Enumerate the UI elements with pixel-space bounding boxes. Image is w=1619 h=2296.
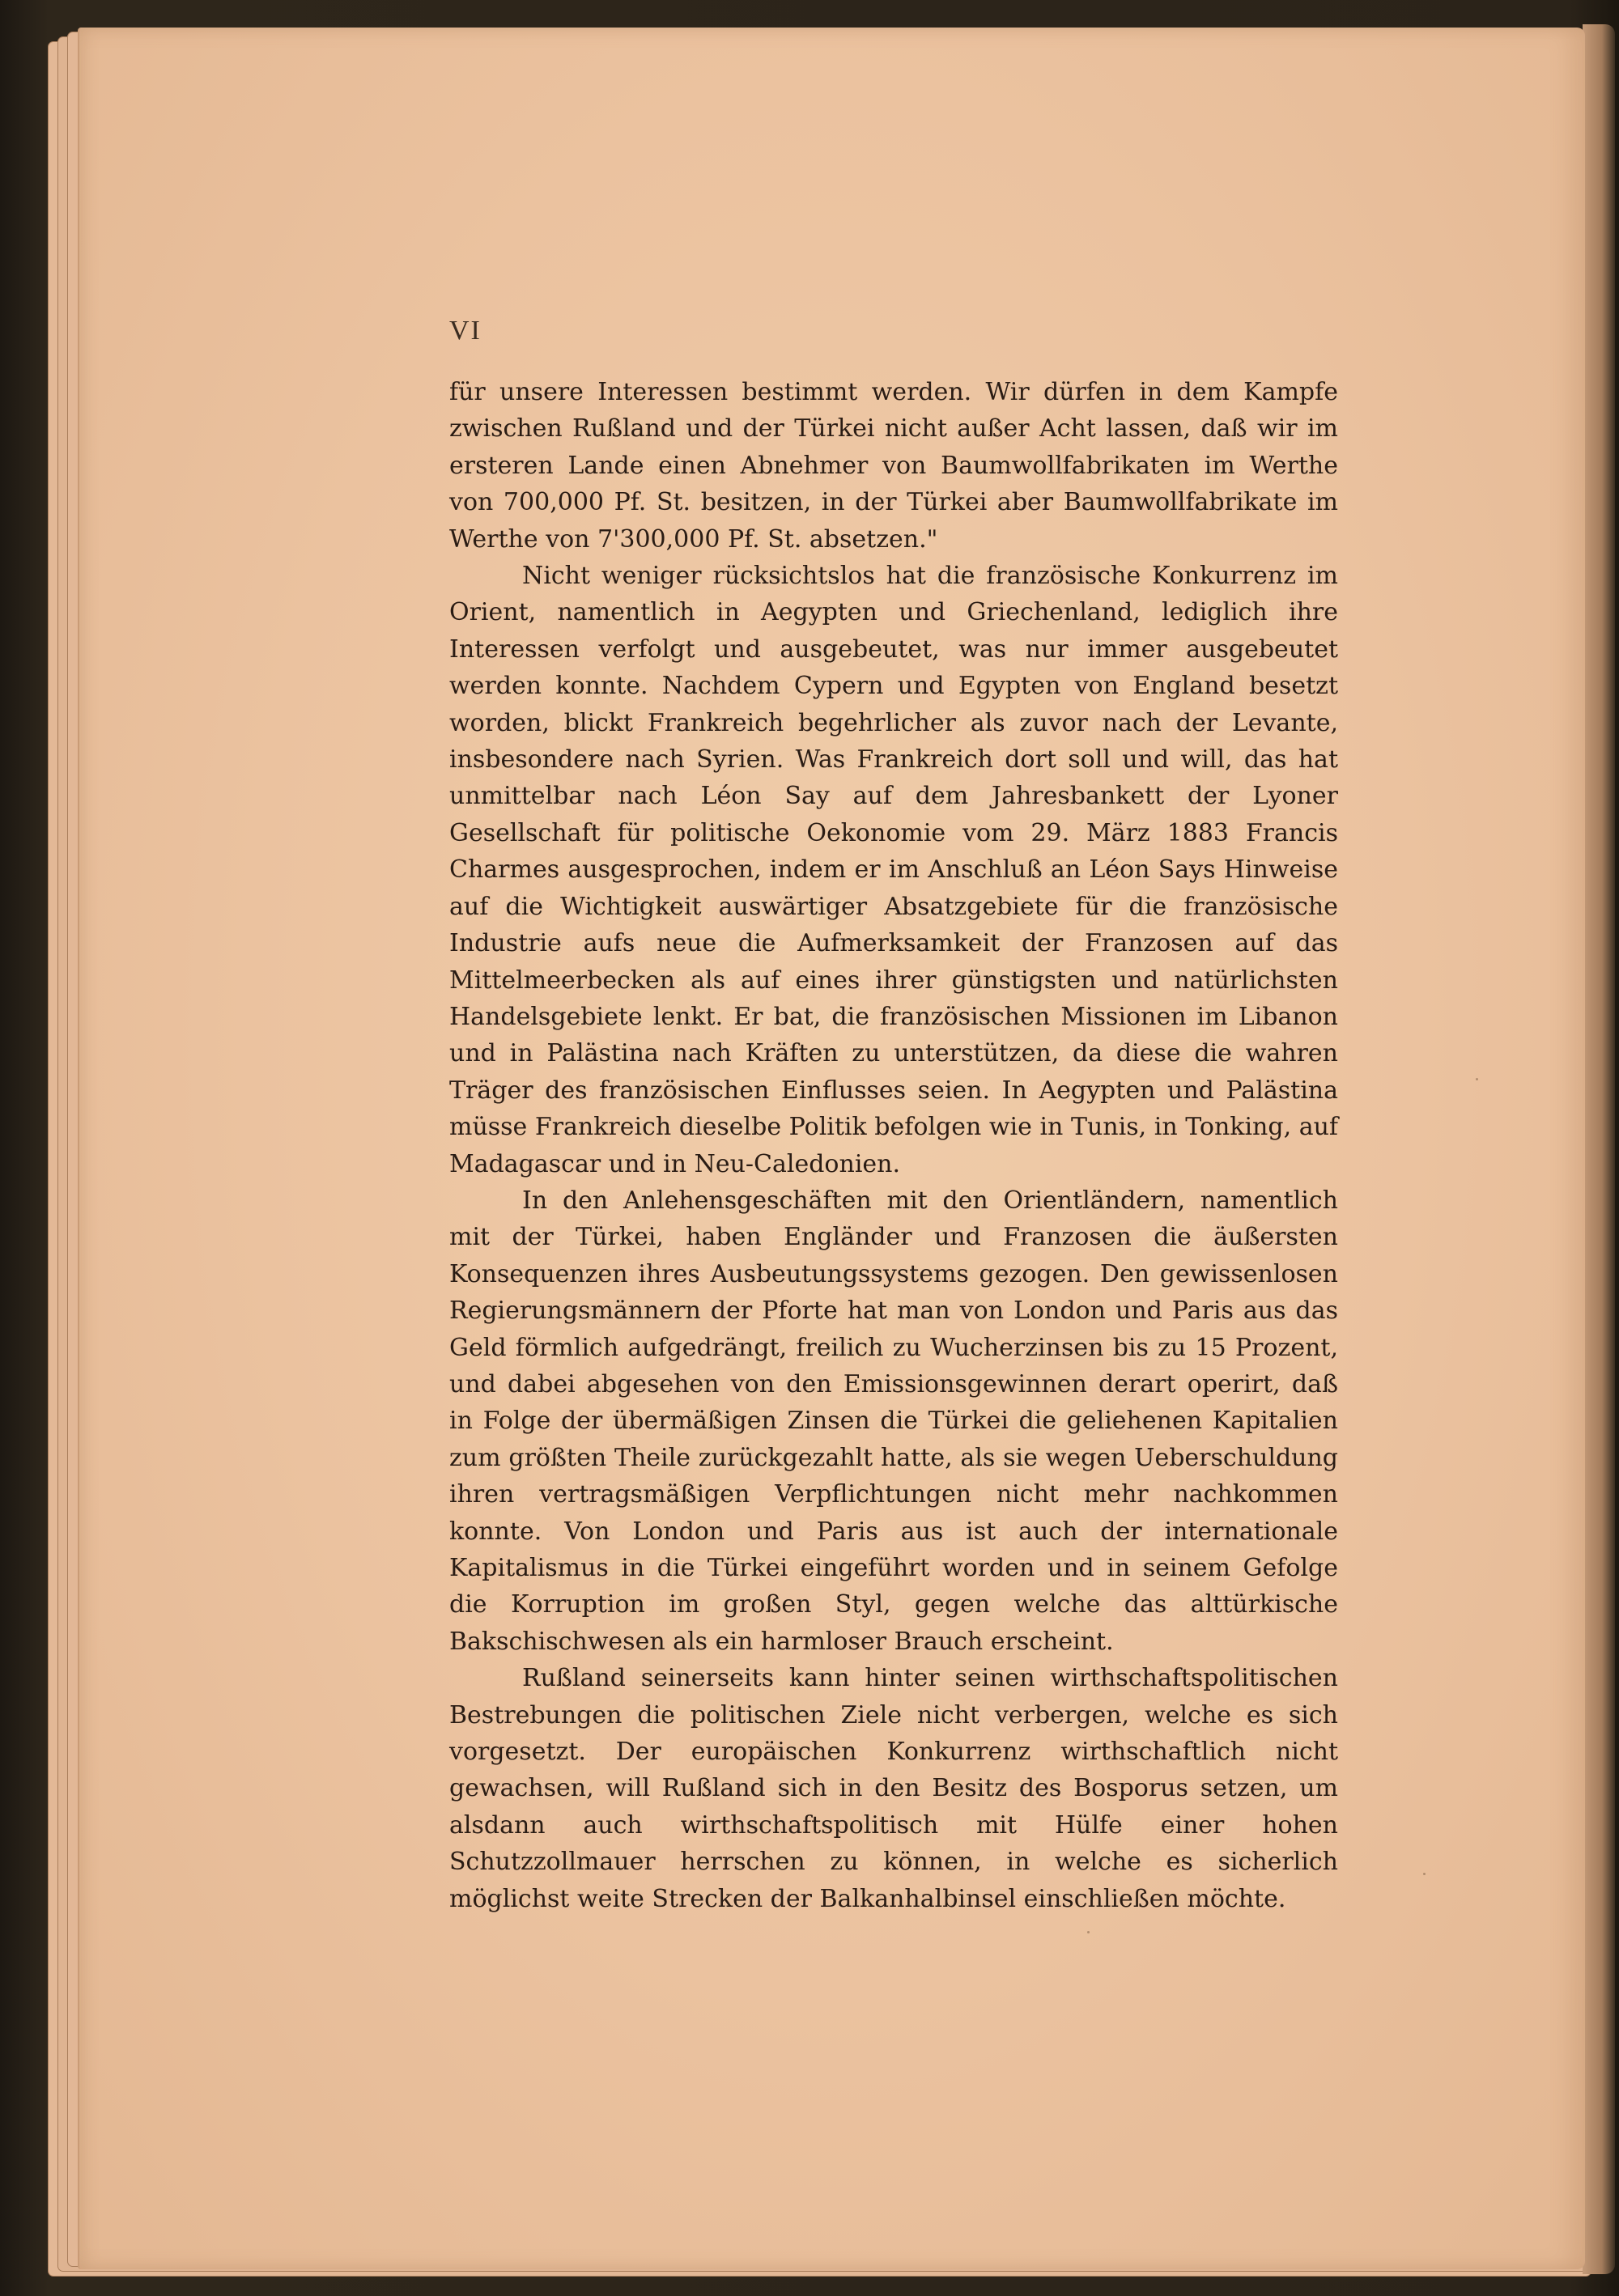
- paragraph: Rußland seinerseits kann hinter seinen wirthschaftspolitischen Bestrebungen die politischen Ziele nicht verbergen, welche es sich vorgesetzt. Der europäischen Konkurrenz wirthschaftlich nicht gewachsen, will Rußland sich in den Besitz des Bosporus setzen, um alsdann auch wirthschaftspolitisch mit Hülfe einer hohen Schutzzollmauer herrschen zu können, in welche es sicherlich möglichst weite Strecken der Balkanhalbinsel einschließen möchte.: [449, 1664, 1338, 1913]
- paper-speck: [1476, 1078, 1478, 1080]
- book-spine: [1583, 24, 1615, 2274]
- paragraph: In den Anlehensgeschäften mit den Orientländern, namentlich mit der Türkei, haben Engländer und Franzosen die äußersten Konsequenzen ihres Ausbeutungssystems gezogen. Den gewissenlosen Regierungsmännern der Pforte hat man von London und Paris aus das Geld förmlich aufgedrängt, freilich zu Wucherzinsen bis zu 15 Prozent, und dabei abgesehen von den Emissionsgewinnen derart operirt, daß in Folge der übermäßigen Zinsen die Türkei die geliehenen Kapitalien zum größten Theile zurückgezahlt hatte, als sie wegen Ueberschuldung ihren vertragsmäßigen Verpflichtungen nicht mehr nachkommen konnte. Von London und Paris aus ist auch der internationale Kapitalismus in die Türkei eingeführt worden und in seinem Gefolge die Korruption im großen Styl, gegen welche das alttürkische Bakschischwesen als ein harmloser Brauch erscheint.: [449, 1186, 1338, 1656]
- paper-speck: [1423, 1873, 1426, 1875]
- page-number: VI: [449, 316, 482, 346]
- paragraph: Nicht weniger rücksichtslos hat die französische Konkurrenz im Orient, namentlich in Aegypten und Griechenland, lediglich ihre Interessen verfolgt und ausgebeutet, was nur immer ausgebeutet werden konnte. Nachdem Cypern und Egypten von England besetzt worden, blickt Frankreich begehrlicher als zuvor nach der Levante, insbesondere nach Syrien. Was Frankreich dort soll und will, das hat unmittelbar nach Léon Say auf dem Jahresbankett der Lyoner Gesellschaft für politische Oekonomie vom 29. März 1883 Francis Charmes ausgesprochen, indem er im Anschluß an Léon Says Hinweise auf die Wichtigkeit auswärtiger Absatzgebiete für die französische Industrie aufs neue die Aufmerksamkeit der Franzosen auf das Mittelmeerbecken als auf eines ihrer günstigsten und natürlichsten Handelsgebiete lenkt. Er bat, die französischen Missionen im Libanon und in Palästina nach Kräften zu unterstützen, da diese die wahren Träger des französischen Einflusses seien. In Aegypten und Palästina müsse Frankreich dieselbe Politik befolgen wie in Tunis, in Tonking, auf Madagascar und in Neu-Caledonien.: [449, 562, 1338, 1178]
- body-text: [449, 374, 1338, 1917]
- paragraph: für unsere Interessen bestimmt werden. Wir dürfen in dem Kampfe zwischen Rußland und der Türkei nicht außer Acht lassen, daß wir im ersteren Lande einen Abnehmer von Baumwollfabrikaten im Werthe von 700,000 Pf. St. besitzen, in der Türkei aber Baumwollfabrikate im Werthe von 7'300,000 Pf. St. absetzen.": [449, 378, 1338, 554]
- paper-speck: [1087, 1931, 1090, 1933]
